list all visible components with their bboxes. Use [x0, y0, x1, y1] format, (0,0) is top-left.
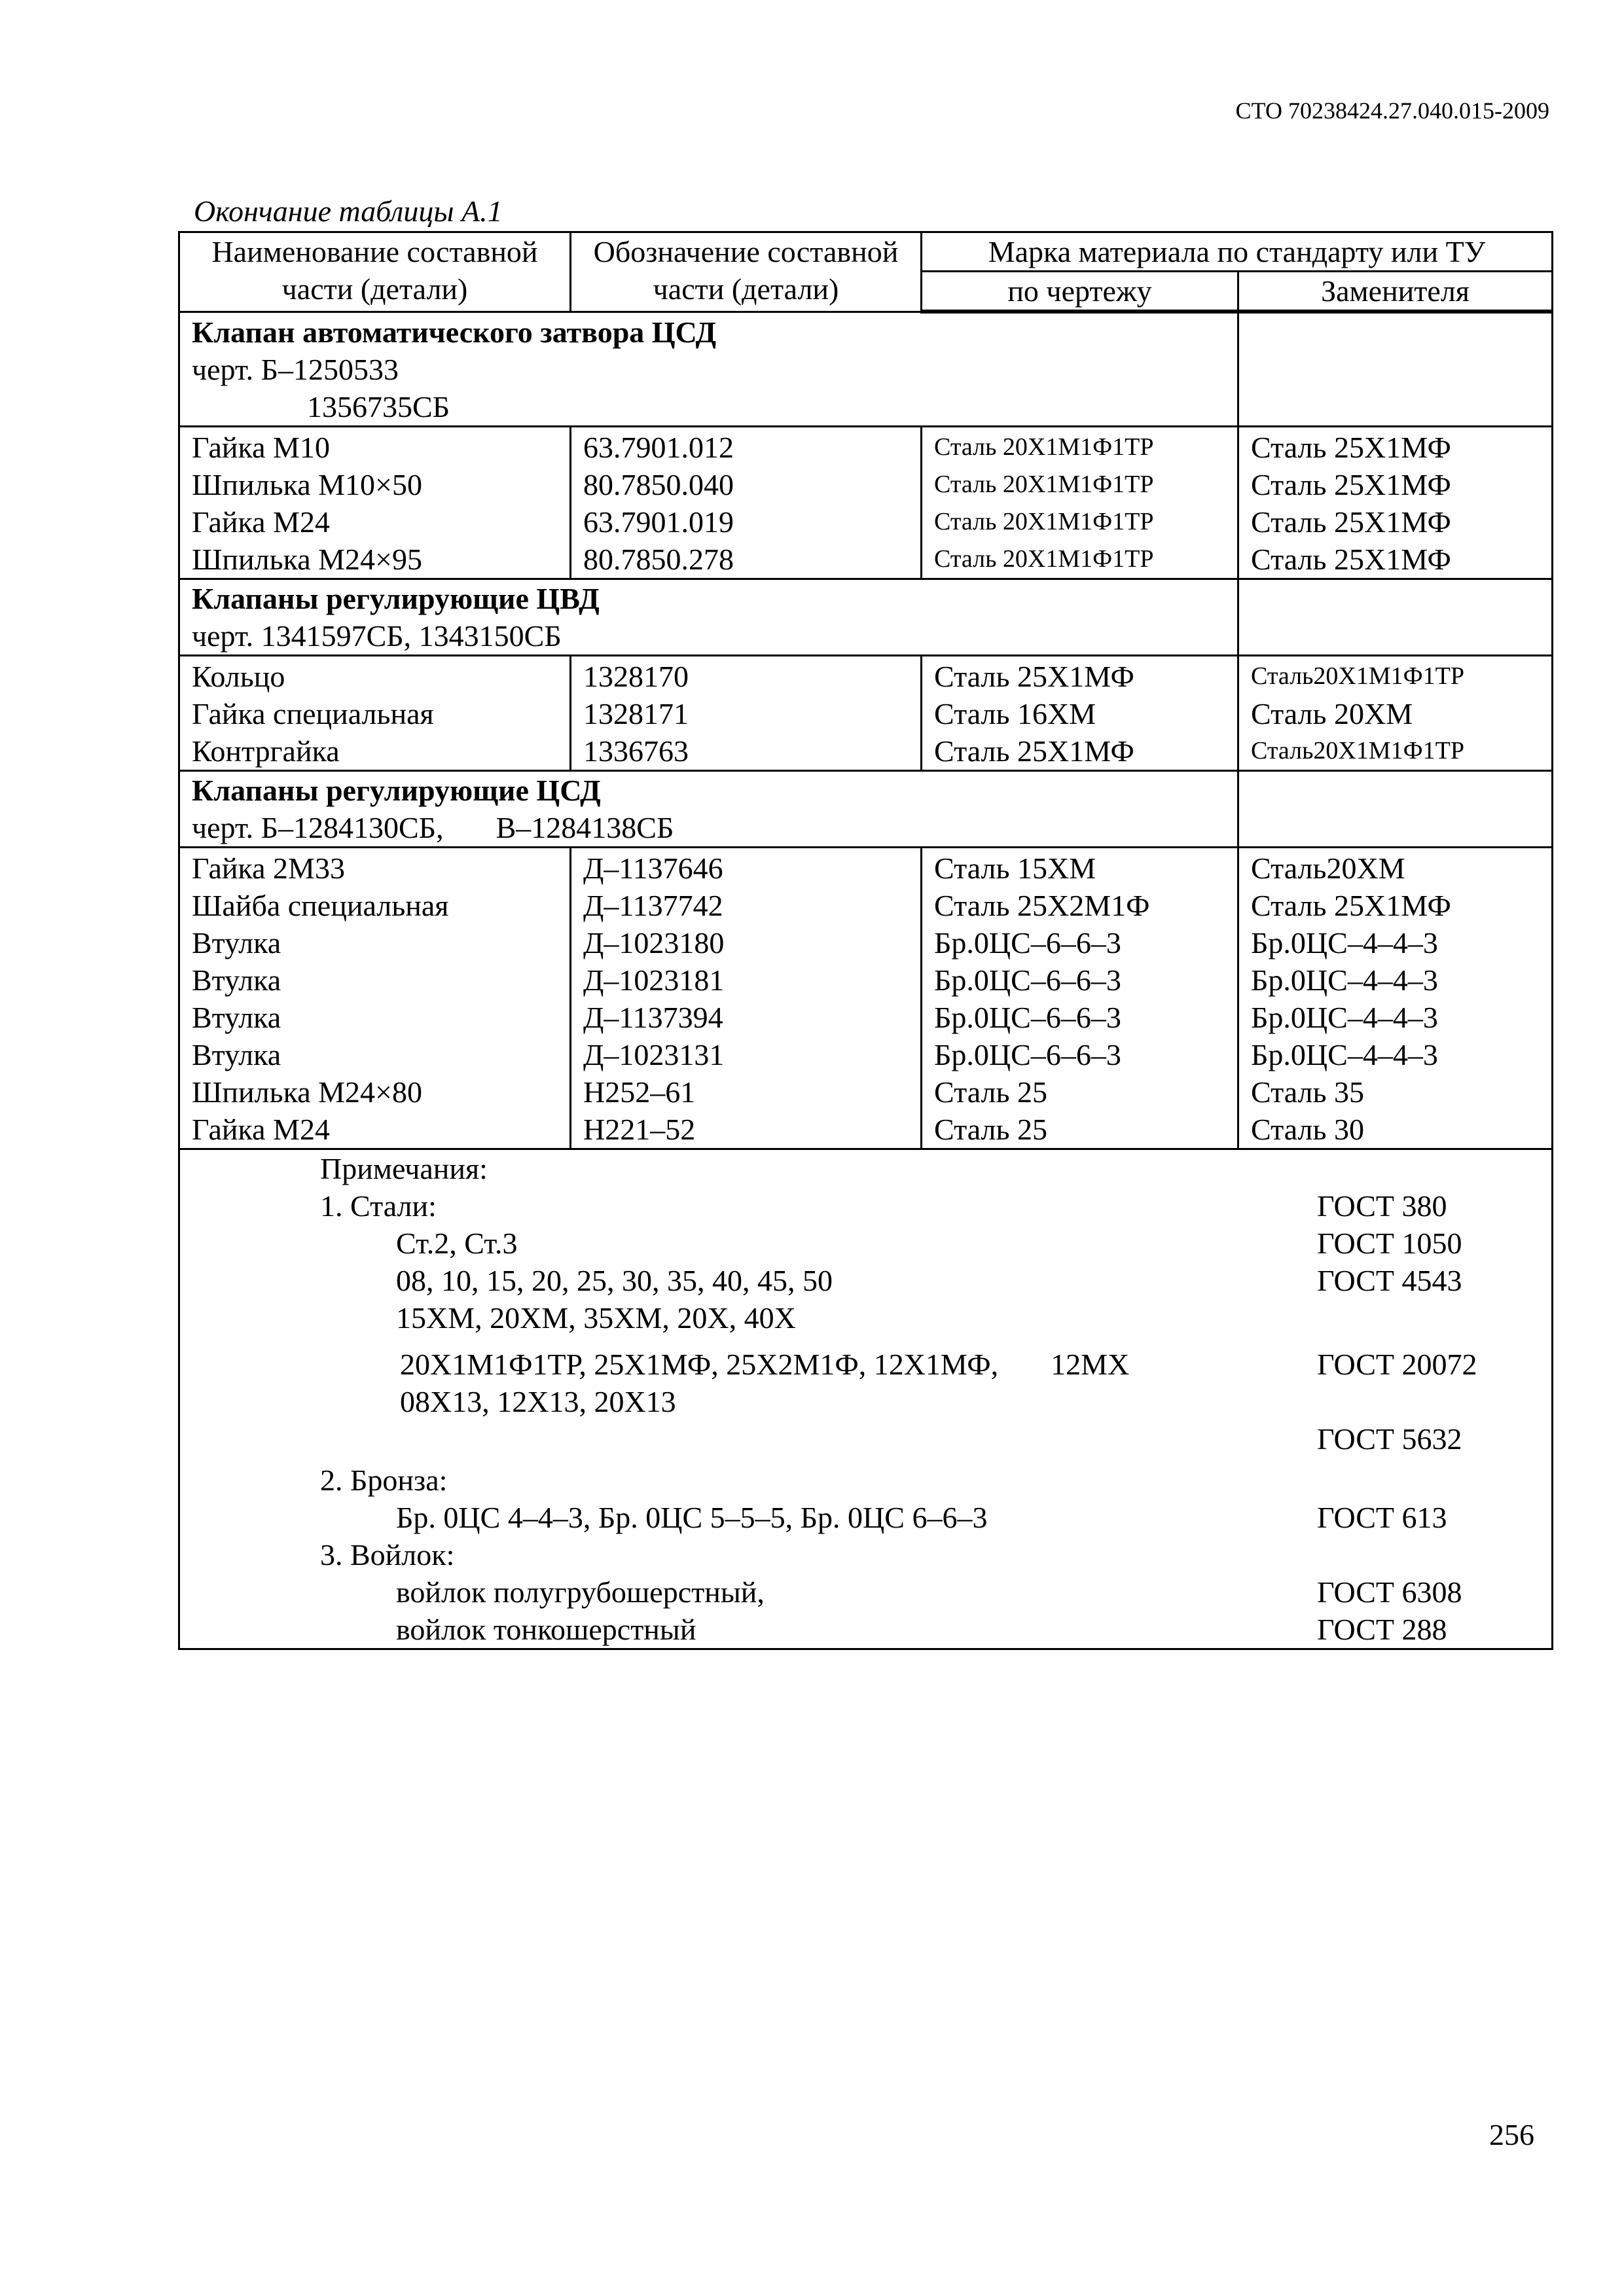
table-row — [179, 466, 1553, 503]
page-number: 256 — [1489, 2118, 1534, 2151]
note-text — [192, 1346, 1317, 1383]
notes-title-row — [192, 1150, 1540, 1187]
notes — [179, 1149, 1553, 1649]
note-text: Ст.2, Ст.3 — [396, 1227, 518, 1260]
note-line — [192, 1611, 1540, 1648]
substitute-material: Сталь 25Х1МФ — [1238, 887, 1553, 924]
note-text-part: 20Х1М1Ф1ТР, 25Х1МФ, 25Х2М1Ф, 12Х1МФ, — [400, 1348, 999, 1381]
part-designation: 63.7901.019 — [571, 503, 922, 541]
header-drawing: по чертежу — [922, 272, 1238, 312]
drawing-ref-part: В–1284138СБ — [496, 811, 674, 844]
drawing-material: Сталь 25 — [922, 1111, 1238, 1149]
part-name: Втулка — [179, 924, 571, 961]
note-text — [192, 1420, 1317, 1458]
substitute-material: Сталь 25Х1МФ — [1238, 466, 1553, 503]
drawing-material: Сталь 20Х1М1Ф1ТР — [922, 541, 1238, 579]
note-line — [192, 1262, 1540, 1299]
table-row — [179, 1111, 1553, 1149]
note-gost: ГОСТ 288 — [1317, 1613, 1447, 1646]
part-name: Гайка М10 — [179, 427, 571, 467]
note-gost — [1317, 1299, 1540, 1336]
note-line — [192, 1383, 1540, 1420]
drawing-material: Бр.0ЦС–6–6–3 — [922, 961, 1238, 999]
section-title: Клапаны регулирующие ЦСД — [192, 774, 601, 807]
section-drawing-ref: 1356735СБ — [307, 390, 450, 423]
substitute-material: Сталь 30 — [1238, 1111, 1553, 1149]
note-text: 08, 10, 15, 20, 25, 30, 35, 40, 45, 50 — [396, 1264, 833, 1297]
note-line — [192, 1225, 1540, 1262]
part-designation: 80.7850.040 — [571, 466, 922, 503]
note-line — [192, 1420, 1540, 1458]
drawing-material: Сталь 16ХМ — [922, 695, 1238, 732]
table-row — [179, 961, 1553, 999]
table-row — [179, 503, 1553, 541]
section-header — [179, 579, 1553, 656]
section-drawing-ref — [192, 809, 1225, 846]
note-line — [192, 1462, 1540, 1499]
note-gost — [1317, 1383, 1540, 1420]
note-gost: ГОСТ 613 — [1317, 1501, 1447, 1534]
section-empty-cell — [1238, 312, 1553, 427]
table-row — [179, 999, 1553, 1036]
substitute-material: Сталь 35 — [1238, 1073, 1553, 1111]
section-title-cell — [179, 771, 1238, 848]
substitute-material: Сталь20Х1М1Ф1ТР — [1238, 732, 1553, 771]
table-row — [179, 1073, 1553, 1111]
part-designation: Н252–61 — [571, 1073, 922, 1111]
part-name: Втулка — [179, 999, 571, 1036]
part-name: Контргайка — [179, 732, 571, 771]
table-row — [179, 887, 1553, 924]
note-text: войлок полугрубошерстный, — [396, 1575, 765, 1609]
part-name: Гайка 2М33 — [179, 848, 571, 888]
substitute-material: Бр.0ЦС–4–4–3 — [1238, 924, 1553, 961]
table-row — [179, 924, 1553, 961]
header-name: Наименование составной части (детали) — [179, 232, 571, 312]
header-designation: Обозначение составной части (детали) — [571, 232, 922, 312]
table-row — [179, 656, 1553, 696]
part-name: Шпилька М24×95 — [179, 541, 571, 579]
part-designation: 1336763 — [571, 732, 922, 771]
drawing-ref-part: черт. Б–1284130СБ, — [192, 811, 444, 844]
part-designation: Д–1023180 — [571, 924, 922, 961]
substitute-material: Бр.0ЦС–4–4–3 — [1238, 1036, 1553, 1073]
drawing-material: Бр.0ЦС–6–6–3 — [922, 924, 1238, 961]
table-caption: Окончание таблицы А.1 — [194, 194, 503, 228]
section-drawing-ref: черт. Б–1250533 — [192, 353, 399, 386]
part-designation: Н221–52 — [571, 1111, 922, 1149]
substitute-material: Сталь 25Х1МФ — [1238, 541, 1553, 579]
note-text-extra: 12МХ — [1051, 1348, 1130, 1381]
part-designation: 1328171 — [571, 695, 922, 732]
drawing-material: Сталь 25 — [922, 1073, 1238, 1111]
substitute-material: Сталь 20ХМ — [1238, 695, 1553, 732]
section-title: Клапан автоматического затвора ЦСД — [192, 315, 717, 349]
note-text: 08Х13, 12Х13, 20Х13 — [400, 1385, 676, 1418]
section-title-cell — [179, 312, 1238, 427]
note-heading-steels: 1. Стали: — [320, 1189, 437, 1223]
note-line — [192, 1299, 1540, 1336]
drawing-material: Сталь 20Х1М1Ф1ТР — [922, 503, 1238, 541]
note-line — [192, 1499, 1540, 1536]
header-material: Марка материала по стандарту или ТУ — [922, 232, 1553, 272]
note-line — [192, 1573, 1540, 1611]
part-designation: 1328170 — [571, 656, 922, 696]
section-title: Клапаны регулирующие ЦВД — [192, 582, 600, 615]
part-name: Шпилька М10×50 — [179, 466, 571, 503]
substitute-material: Бр.0ЦС–4–4–3 — [1238, 999, 1553, 1036]
substitute-material: Сталь20Х1М1Ф1ТР — [1238, 656, 1553, 696]
part-designation: Д–1137394 — [571, 999, 922, 1036]
note-gost: ГОСТ 1050 — [1317, 1227, 1462, 1260]
table-row — [179, 695, 1553, 732]
section-empty-cell — [1238, 579, 1553, 656]
drawing-material: Бр.0ЦС–6–6–3 — [922, 1036, 1238, 1073]
drawing-material: Сталь 25Х2М1Ф — [922, 887, 1238, 924]
note-gost: ГОСТ 380 — [1317, 1189, 1447, 1223]
part-name: Гайка М24 — [179, 1111, 571, 1149]
part-designation: Д–1137646 — [571, 848, 922, 888]
substitute-material: Сталь20ХМ — [1238, 848, 1553, 888]
table-row — [179, 848, 1553, 888]
note-heading-felt: 3. Войлок: — [320, 1538, 455, 1571]
part-designation: Д–1137742 — [571, 887, 922, 924]
document-code: СТО 70238424.27.040.015-2009 — [1235, 98, 1549, 124]
section-empty-cell — [1238, 771, 1553, 848]
part-designation: 80.7850.278 — [571, 541, 922, 579]
part-name: Гайка специальная — [179, 695, 571, 732]
note-gost: ГОСТ 5632 — [1317, 1422, 1462, 1456]
note-gost: ГОСТ 6308 — [1317, 1575, 1462, 1609]
section-title-cell — [179, 579, 1238, 656]
drawing-material: Сталь 20Х1М1Ф1ТР — [922, 466, 1238, 503]
substitute-material: Бр.0ЦС–4–4–3 — [1238, 961, 1553, 999]
table-row — [179, 732, 1553, 771]
section-header — [179, 771, 1553, 848]
part-name: Шайба специальная — [179, 887, 571, 924]
table-row — [179, 1036, 1553, 1073]
drawing-material: Бр.0ЦС–6–6–3 — [922, 999, 1238, 1036]
note-line — [192, 1346, 1540, 1383]
note-gost: ГОСТ 4543 — [1317, 1264, 1462, 1297]
part-designation: Д–1023181 — [571, 961, 922, 999]
part-name: Втулка — [179, 1036, 571, 1073]
materials-table — [178, 231, 1553, 1650]
substitute-material: Сталь 25Х1МФ — [1238, 427, 1553, 467]
drawing-material: Сталь 20Х1М1Ф1ТР — [922, 427, 1238, 467]
section-header — [179, 312, 1553, 427]
note-text: 15ХМ, 20ХМ, 35ХМ, 20Х, 40Х — [396, 1301, 796, 1335]
part-name: Шпилька М24×80 — [179, 1073, 571, 1111]
section-drawing-ref: черт. 1341597СБ, 1343150СБ — [192, 619, 562, 653]
notes-row — [179, 1149, 1553, 1649]
notes-title: Примечания: — [320, 1152, 488, 1185]
note-heading-bronze: 2. Бронза: — [320, 1463, 448, 1497]
note-gost: ГОСТ 20072 — [1317, 1348, 1477, 1381]
note-text: Бр. 0ЦС 4–4–3, Бр. 0ЦС 5–5–5, Бр. 0ЦС 6–6–3 — [396, 1501, 988, 1534]
table-row — [179, 427, 1553, 467]
drawing-material: Сталь 25Х1МФ — [922, 732, 1238, 771]
note-line — [192, 1187, 1540, 1225]
note-line — [192, 1536, 1540, 1573]
part-name: Кольцо — [179, 656, 571, 696]
drawing-material: Сталь 25Х1МФ — [922, 656, 1238, 696]
header-substitute: Заменителя — [1238, 272, 1553, 312]
part-designation: 63.7901.012 — [571, 427, 922, 467]
part-name: Втулка — [179, 961, 571, 999]
note-text: войлок тонкошерстный — [396, 1613, 696, 1646]
drawing-material: Сталь 15ХМ — [922, 848, 1238, 888]
part-designation: Д–1023131 — [571, 1036, 922, 1073]
part-name: Гайка М24 — [179, 503, 571, 541]
substitute-material: Сталь 25Х1МФ — [1238, 503, 1553, 541]
table-row — [179, 541, 1553, 579]
